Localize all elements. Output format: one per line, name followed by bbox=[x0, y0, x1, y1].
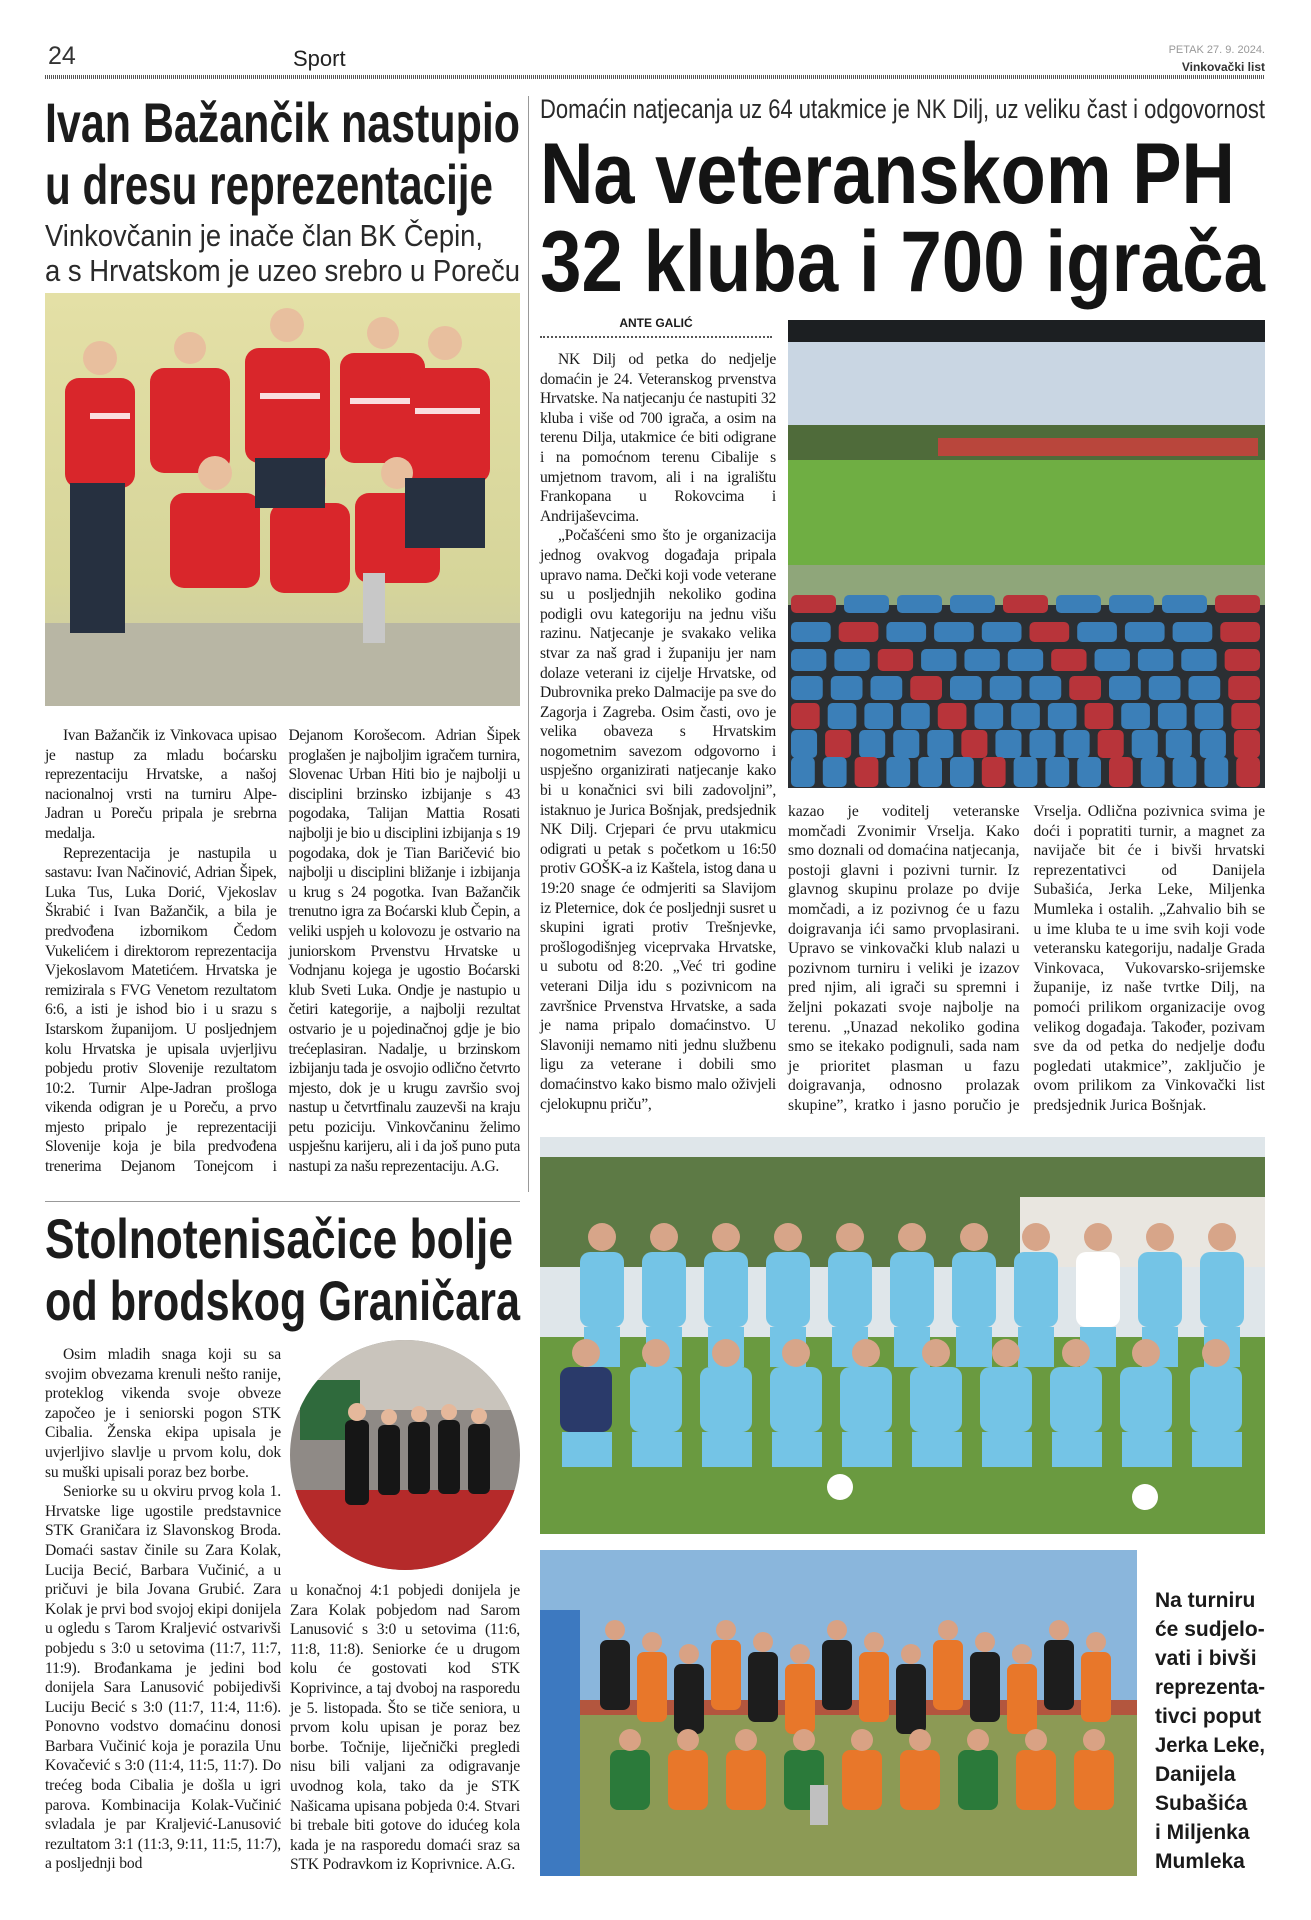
article3-paragraph: u konačnoj 4:1 pobjedi donijela je Zara Kolak pobjedom nad Sarom Lanusović s 3:0 u setovima (11:6, 11:8, 11:8). Seniorke će u drugom kolu će gostovati kod STK Koprivince, a taj dvoboj na rasporedu je 5. listopada. Što se tiče seniora, u prvom kolu upisan je poraz bez borbe. Točnije, liječnički pregledi nisu bili valjani za odigravanje uvodnog kola, tako da je STK Našicama upisana pobjeda 0:4. Stvari bi trebale biti gotove do idućeg kola kada je na rasporedu domaći sraz sa STK Podravkom iz Koprivnice. A.G. bbox=[290, 1582, 520, 1874]
article3-title-line: Stolnotenisačice bolje bbox=[45, 1207, 513, 1270]
section-name: Sport bbox=[293, 46, 346, 71]
article2-headline-line: Na veteranskom PH bbox=[540, 126, 1235, 222]
article1-paragraph: Ivan Bažančik iz Vinkovaca upisao je nastup za mladu boćarsku reprezentaciju Hrvatske, a našoj nacionalnoj vrsti na turniru Alpe-Jadran u Poreču pripala je srebrna medalja. bbox=[45, 727, 277, 842]
photo-stadium-stands bbox=[788, 320, 1265, 788]
issue-date: PETAK 27. 9. 2024. bbox=[1168, 44, 1265, 56]
photo-table-tennis-team bbox=[290, 1340, 520, 1570]
article-bazancik bbox=[45, 92, 520, 288]
article2-body-continuation bbox=[788, 802, 1265, 1130]
publication-name: Vinkovački list bbox=[1181, 60, 1265, 74]
caption-line: reprezenta- bbox=[1155, 1676, 1265, 1699]
article3-paragraph: Seniorke su u okviru prvog kola 1. Hrvatske lige ugostile predstavnice STK Graničara iz Slavonskog Broda. Domaći sastav činile su Zara Kolak, Lucija Becić, Barbara Vučinić, a u pričuvi je bila Jovana Grubić. Zara Kolak je prvi bod svojoj ekipi donijela u ogledu s Tarom Kraljević ostvarivši pobjedu s 3:0 u setovima (11:7, 11:7, 11:9). Brođankama je jedini bod donijela Sara Lanusović pobijedivši Luciju Becić s 3:0 (11:7, 11:4, 11:6). Ponovno vodstvo domaćinu donosi Barbara Vučinić koja je porazila Unu Kovačević s 3:0 (11:4, 11:5, 11:7). Do trećeg boda Cibalia je došla u igri parova. Kombinacija Kolak-Vučinić svladala je par Kraljević-Lanusović rezultatom 3:1 (11:3, 9:11, 11:5, 11:7), a posljednji bod bbox=[45, 1483, 281, 1873]
caption-line: i Miljenka bbox=[1155, 1821, 1250, 1844]
article2-headline-line: 32 kluba i 700 igrača bbox=[540, 214, 1265, 310]
article2-paragraph: NK Dilj od petka do nedjelje domaćin je 24. Veteranskog prvenstva Hrvatske. Na natjecanju će nastupiti 32 kluba i više od 700 igrača, a osim na terenu Dilja, utakmice će biti odigrane i na pomoćnom terenu Cibalije s umjetnom travom, ali i na igralištu Frankopana u Rokovcima i Andrijaševcima. bbox=[540, 351, 776, 525]
article3-paragraph: Osim mladih snaga koji su sa svojim obvezama krenuli nešto ranije, proteklog vikenda svoje obveze započeo je i seniorski pogon STK Cibalia. Ženska ekipa upisala je uvjerljivo slavlje u prvom kolu, dok su muški upisali poraz bez borbe. bbox=[45, 1346, 281, 1481]
photo-bocari-team bbox=[45, 293, 520, 706]
article1-title-line: u dresu reprezentacije bbox=[45, 153, 493, 216]
page-number: 24 bbox=[48, 42, 76, 70]
caption-line: vati i bivši bbox=[1155, 1647, 1257, 1670]
caption-line: Mumleka bbox=[1155, 1850, 1245, 1873]
byline-rule bbox=[540, 336, 772, 338]
column-divider bbox=[528, 96, 529, 1192]
article1-paragraph: Reprezentacija je nastupila u sastavu: Ivan Načinović, Adrian Šipek, Luka Tus, Luka Dorić, Vjekoslav Škrabić i Ivan Bažančik, a bila je predvođena izbornikom Čedom Vukelićem i direktorom reprezentacija Vjekoslavom Matetićem. Hrvatska je remizirala s FVG Venetom rezultatom 6:6, a isti je ishod bio i u srazu s Istarskom županijom. U posljednjem kolu Hrvatska je upisala uvjerljivu pobjedu protiv Slovenije rezultatom 10:2. Turnir Alpe-Jadran prošloga vikenda odigran je u Poreču, a prvo mjesto pripalo je reprezentaciji Slovenije koja je bila predvođena trenerima Dejanom Tonejcom i Dejanom Korošecom. Adrian Šipek proglašen je najboljim igračem turnira, Slovenac Urban Hiti bio je najbolji u disciplini brzinsko izbijanje s 43 pogodaka, Talijan Mattia Rosati najbolji je bio u disciplini izbijanja s 19 pogodaka, dok je Tian Baričević bio najbolji u disciplini bližanje i izbijanja u krug s 24 pogotka. Ivan Bažančik trenutno igra za Boćarski klub Čepin, a veliki uspjeh u kolovozu je ostvario na juniorskom Prvenstvu Hrvatske u Vodnjanu kojega je ugostio Boćarski klub Sveti Luka. Ondje je nastupio u četiri kategorije, a najbolji rezultat ostvario je u pojedinačnoj gdje je bio trećeplasiran. Nadalje, u brzinskom izbijanju tada je osvojio odlično četvrto mjesto, dok je u krugu završio svoj nastup u četvrtfinalu zauzevši na kraju petu poziciju. Vinkovčaninu želimo uspješnu karijeru, ali i da još puno puta nastupi za našu reprezentaciju. A.G. bbox=[45, 727, 520, 1176]
caption-line: Subašića bbox=[1155, 1792, 1248, 1815]
caption-line: Jerka Leke, bbox=[1155, 1734, 1265, 1757]
article2-paragraph: kazao je voditelj veteranske momčadi Zvonimir Vrselja. Kako smo doznali od domaćina natjecanja, postoji glavni i pozivni turnir. Iz glavnog skupinu prolaze po dvije momčadi, a iz pozivnog će u fazu doigravanja ići samo prvoplasirani. Upravo se vinkovački klub nalazi u pozivnom turniru i veliki je izazov pred njim, ali igrači su spremni i željni pokazati svoje najbolje na terenu. „Unazad nekoliko godina smo se itekako podignuli, sada nam je prioritet plasman u fazu doigravanja, odnosno prolazak skupine”, kratko i jasno poručio je Vrselja. Odlična pozivnica svima je doći i popratiti turnir, a magnet za navijače bit će i bivši hrvatski reprezentativci od Danijela Subašića, Jerka Leke, Miljenka Mumleka i ostalih. „Zahvalio bih se u ime kluba te u ime svih koji vode veteransku kategoriju, nadalje Grada Vinkovaca, Vukovarsko-srijemske županije, iz naše tvrtke Dilj, na pomoći prilikom organizacije ovog velikog događaja. Također, pozivam sve da od petka do nedjelje dođu pogledati utakmice”, zaključio je ovom prilikom za Vinkovački list predsjednik Jurica Bošnjak. bbox=[788, 803, 1265, 1114]
caption-line: Na turniru bbox=[1155, 1589, 1256, 1612]
byline: ANTE GALIĆ bbox=[619, 316, 693, 330]
header-rule bbox=[45, 75, 1265, 79]
article3-body-col1 bbox=[45, 1345, 281, 1874]
article-veterani bbox=[540, 92, 1265, 310]
article3-body-col2 bbox=[290, 1581, 520, 1875]
caption-line: će sudjelo- bbox=[1155, 1618, 1265, 1641]
caption-line: Danijela bbox=[1155, 1763, 1236, 1786]
article-stolni-tenis bbox=[45, 1208, 520, 1332]
article2-body-col1 bbox=[540, 350, 776, 1114]
photo-veterans-team bbox=[540, 1137, 1265, 1534]
article1-title-line: Ivan Bažančik nastupio bbox=[45, 91, 520, 154]
article2-kicker: Domaćin natjecanja uz 64 utakmice je NK Dilj, uz veliku čast i odgovornost bbox=[540, 94, 1265, 124]
article3-title-line: od brodskog Graničara bbox=[45, 1269, 520, 1332]
article1-body bbox=[45, 726, 520, 1192]
article-divider bbox=[45, 1201, 520, 1202]
caption-line: tivci poput bbox=[1155, 1705, 1262, 1728]
article1-subtitle-line: a s Hrvatskom je uzeo srebro u Poreču bbox=[45, 253, 520, 288]
photo-veterans-celebration bbox=[540, 1550, 1137, 1876]
article1-subtitle-line: Vinkovčanin je inače član BK Čepin, bbox=[45, 218, 483, 253]
page-header bbox=[45, 40, 1265, 80]
article2-paragraph: „Počašćeni smo što je organizacija jednog ovakvog događaja pripala upravo nama. Dečki koji vode veterane su u posljednjih nekoliko godina podigli ovu kategoriju na jednu višu razinu. Natjecanje je svakako velika stvar za naš grad i županiju jer nam dolaze veterani iz cijelje Hrvatske, od Dubrovnika preko Dalmacije pa sve do Zagorja i Zagreba. Osim časti, ovo je velika obaveza s Hrvatskim nogometnim savezom odgovorno i uspješno organizirati natjecanje kako bi u konačnici svi bili zadovoljni”, istaknuo je Jurica Bošnjak, predsjednik NK Dilj. Crjepari će prvu utakmicu odigrati u petak s početkom u 16:50 protiv GOŠK-a iz Kaštela, istog dana u 19:20 snage će odmjeriti sa Slavijom iz Pleternice, dok će posljednji susret u skupini igrati protiv Trešnjevke, prošlogodišnjeg viceprvaka Hrvatske, u subotu od 8:20. „Već tri godine veterani Dilja idu s pozivnicom na završnice Prvenstva Hrvatske, a sada je nama pripalo domaćinstvo. U Slavoniji nemamo niti jednu službenu ligu za veterane i dobili smo domaćinstvo kako bismo malo oživjeli cjelokupnu priču”, bbox=[540, 527, 776, 1113]
photo-caption bbox=[1155, 1586, 1265, 1876]
